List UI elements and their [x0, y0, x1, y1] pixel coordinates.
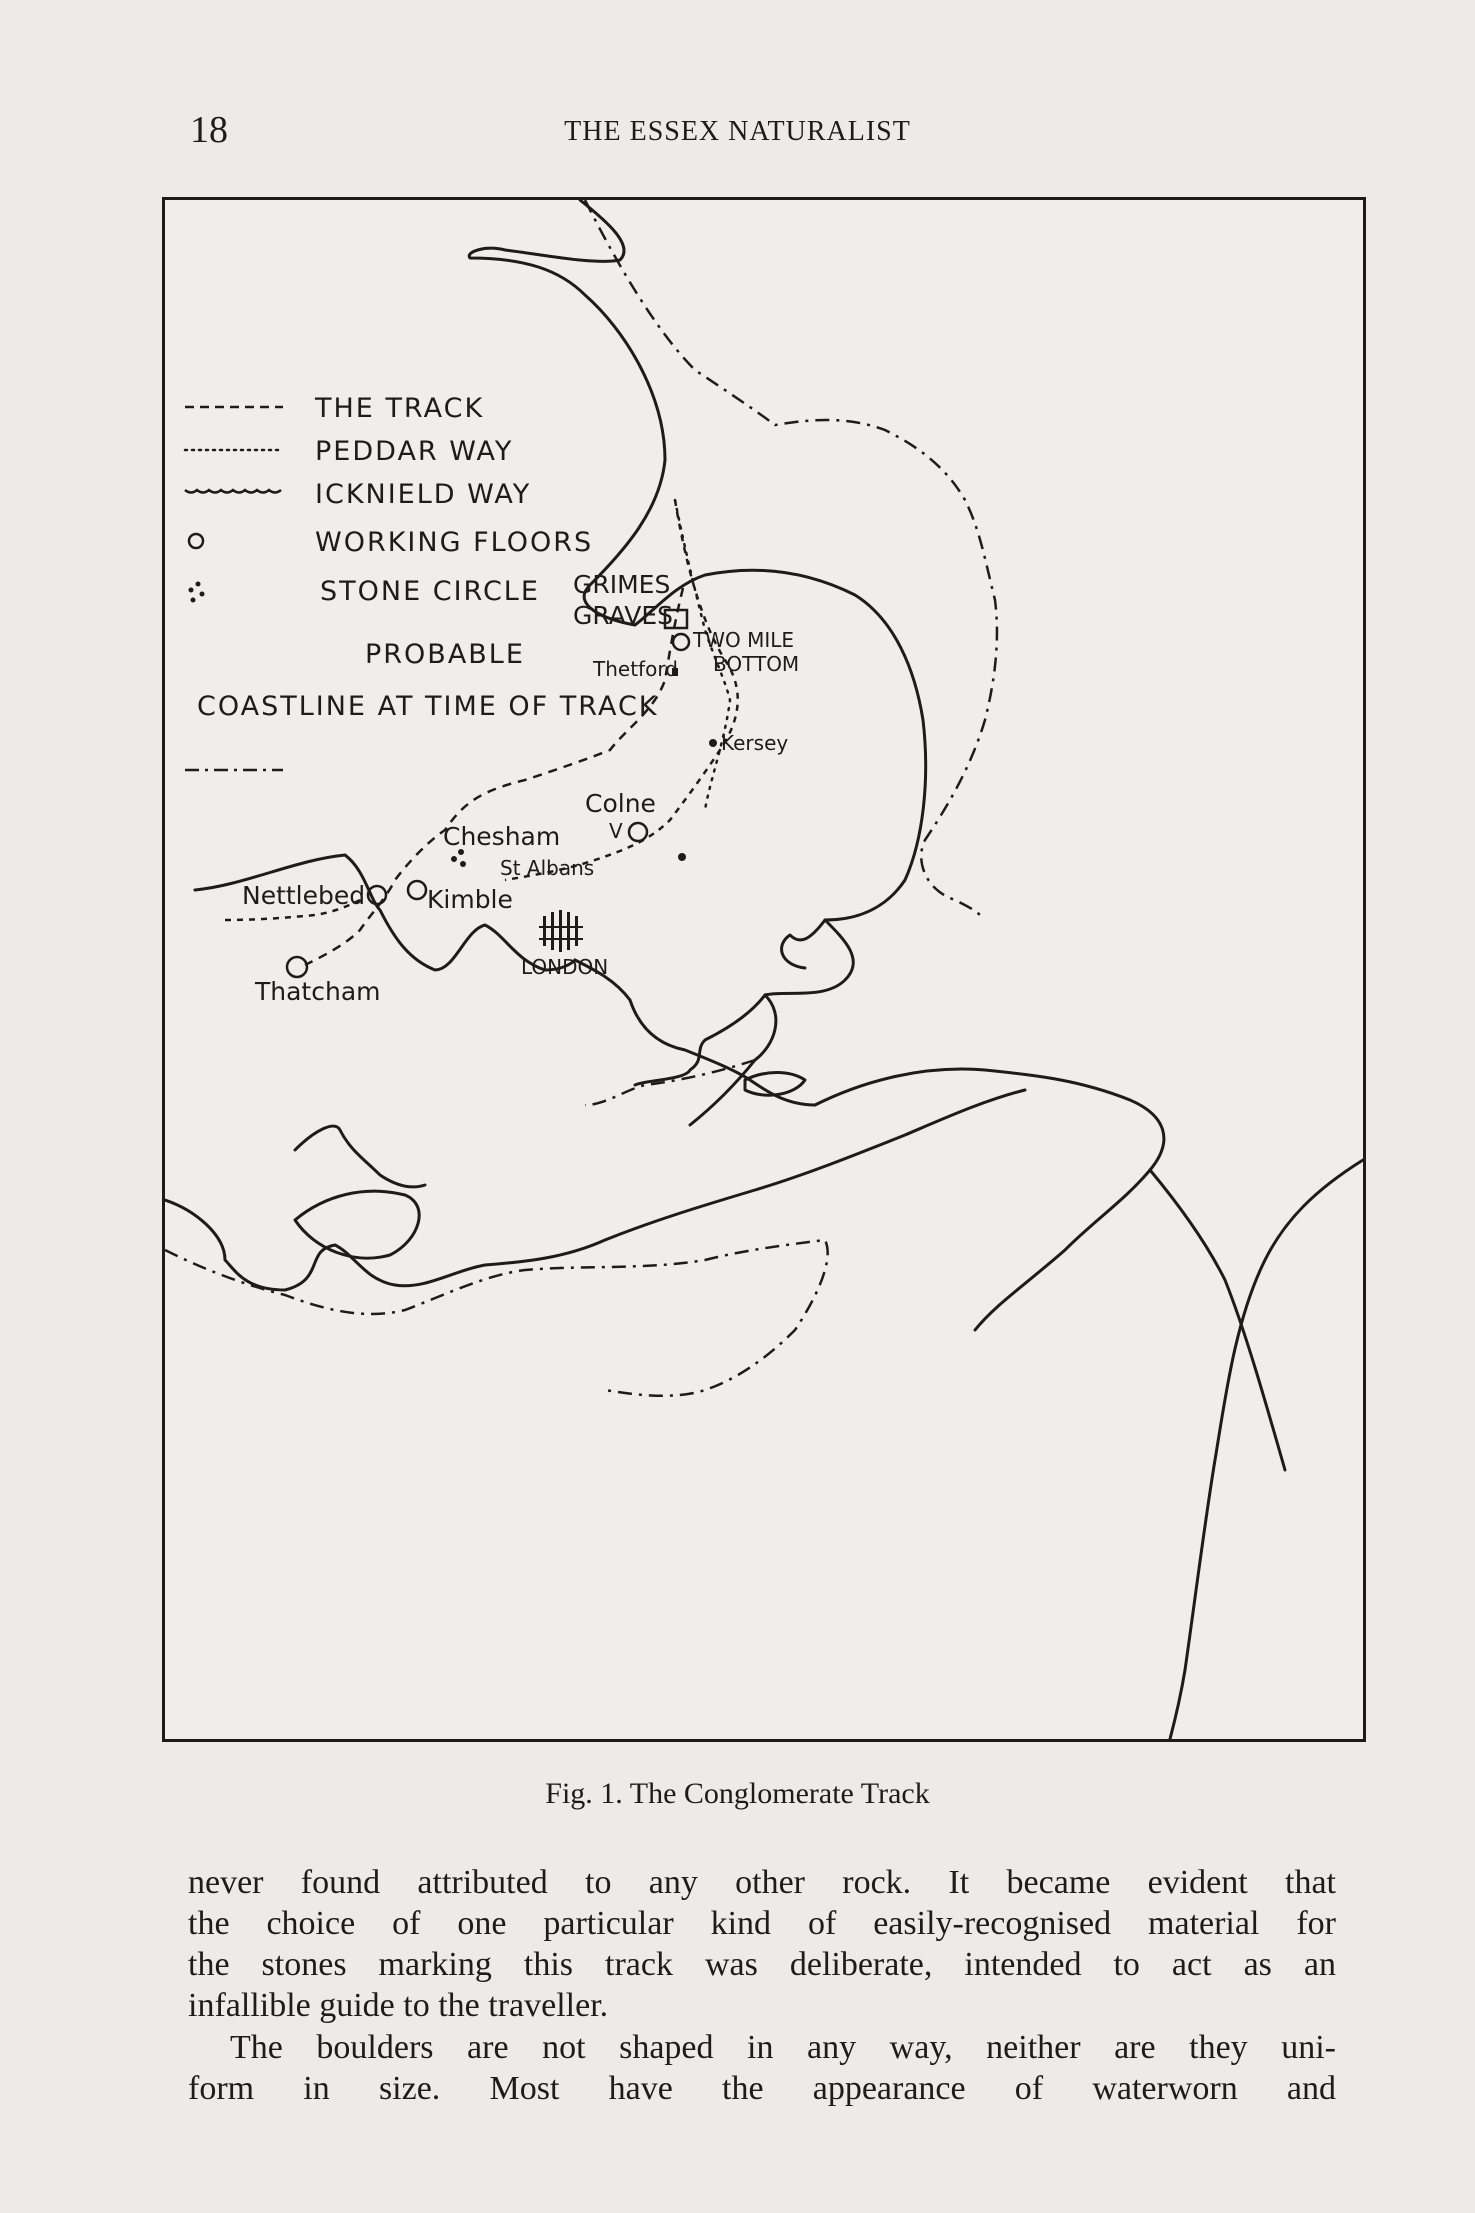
thatcham-marker: [287, 957, 307, 977]
page-number: 18: [190, 109, 228, 151]
stone-circle-chesham: [451, 849, 466, 867]
legend-label-working-floors: WORKING FLOORS: [315, 527, 594, 558]
coastline-kent: [1150, 1170, 1285, 1470]
label-nettlebed: Nettlebed: [242, 881, 366, 910]
map-drawing: [165, 200, 1363, 1739]
running-title: THE ESSEX NATURALIST: [564, 116, 911, 147]
paragraph-1-line: never found attributed to any other rock. It became evident that: [188, 1864, 1336, 1901]
label-kersey: Kersey: [721, 731, 789, 755]
figure-caption: Fig. 1. The Conglomerate Track: [545, 1777, 930, 1810]
legend-label-coastline: COASTLINE AT TIME OF TRACK: [197, 691, 659, 722]
label-chesham: Chesham: [443, 822, 561, 851]
coastline-north: [469, 200, 925, 1125]
paragraph-2: [188, 2027, 1336, 2109]
label-london: LONDON: [521, 955, 609, 979]
probable-coastline-thames: [585, 1060, 755, 1105]
paragraph-1-line: infallible guide to the traveller.: [188, 1987, 609, 2024]
colne-marker: [629, 823, 647, 841]
legend-label-probable: PROBABLE: [365, 639, 525, 670]
label-two-mile: TWO MILE: [693, 628, 795, 652]
paragraph-2-line: The boulders are not shaped in any way, neither are they uni-: [230, 2029, 1336, 2066]
label-grimes: GRIMES: [573, 570, 671, 599]
legend-label-peddar-way: PEDDAR WAY: [315, 436, 514, 467]
paragraph-2-line: form in size. Most have the appearance of waterworn and: [188, 2070, 1336, 2107]
paragraph-1-line: the choice of one particular kind of easily-recognised material for: [188, 1905, 1336, 1942]
label-graves: GRAVES: [573, 601, 673, 630]
isle-of-wight: [295, 1191, 419, 1258]
legend-label-icknield-way: ICKNIELD WAY: [315, 479, 532, 510]
legend-sample-icknield: [185, 490, 281, 493]
page-header: [0, 108, 1475, 158]
paragraph-1-line: the stones marking this track was deliberate, intended to act as an: [188, 1946, 1336, 1983]
coastline-south: [165, 1090, 1025, 1290]
map-figure: [162, 197, 1366, 1742]
label-kimble: Kimble: [427, 885, 513, 914]
legend-label-stone-circle: STONE CIRCLE: [320, 576, 540, 607]
kimble-marker: [408, 881, 426, 899]
legend-symbol-stone-circle: [189, 582, 205, 603]
label-st-albans: St Albans: [500, 856, 595, 880]
two-mile-bottom-marker: [673, 634, 689, 650]
label-thatcham: Thatcham: [255, 977, 381, 1006]
coastline-thames: [575, 960, 1164, 1330]
coastline-solent: [295, 1126, 425, 1187]
coastline-essex: [635, 920, 825, 1085]
essex-site-marker: [678, 853, 686, 861]
label-bottom: BOTTOM: [713, 652, 800, 676]
london-hatching: [539, 910, 583, 952]
label-thetford: Thetford: [593, 657, 678, 681]
kersey-marker: [709, 739, 717, 747]
label-colne: Colne: [585, 789, 656, 818]
paragraph-1: [188, 1862, 1336, 2026]
legend-symbol-working-floor: [189, 534, 203, 548]
label-colne-v: V: [609, 819, 623, 843]
legend-label-the-track: THE TRACK: [315, 393, 485, 424]
coastline-france: [1170, 1160, 1363, 1739]
